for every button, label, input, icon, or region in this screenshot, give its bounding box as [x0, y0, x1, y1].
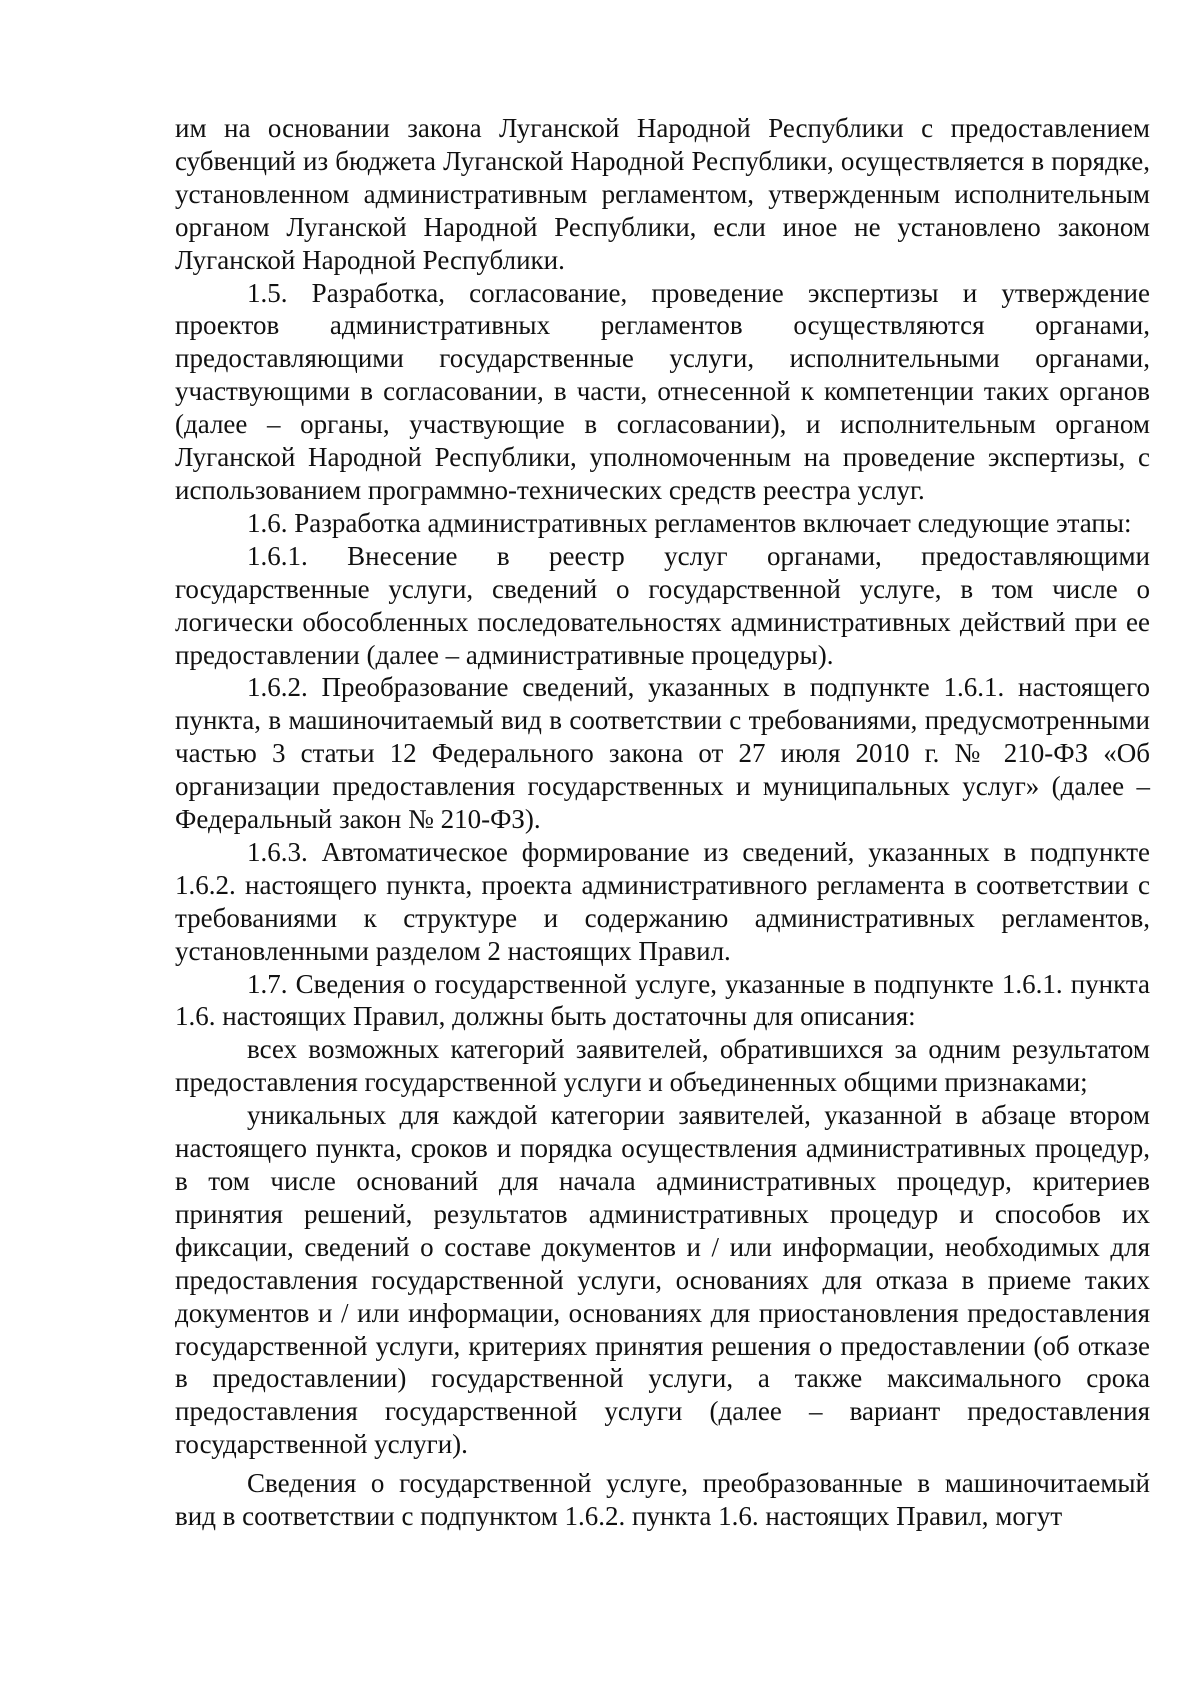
paragraph-applicant-categories: всех возможных категорий заявителей, обратившихся за одним результатом предоставления государственной услуги и объединенных общими признаками;: [175, 1034, 1150, 1098]
paragraph-1-6-2: 1.6.2. Преобразование сведений, указанных в подпункте 1.6.1. настоящего пункта, в машиночитаемый вид в соответствии с требованиями, предусмотренными частью 3 статьи 12 Федерального закона от 27 июля 2010 г. № 210-ФЗ «Об организации предоставления государственных и муниципальных услуг» (далее – Федеральный закон № 210-ФЗ).: [175, 672, 1150, 835]
paragraph-service-info: Сведения о государственной услуге, преобразованные в машиночитаемый вид в соответствии с подпунктом 1.6.2. пункта 1.6. настоящих Правил, могут: [175, 1468, 1150, 1532]
paragraph-continuation: им на основании закона Луганской Народной Республики с предоставлением субвенций из бюджета Луганской Народной Республики, осуществляется в порядке, установленном административным регламентом, утвержденным исполнительным органом Луганской Народной Республики, если иное не установлено законом Луганской Народной Республики.: [175, 113, 1150, 275]
paragraph-1-6: 1.6. Разработка административных регламентов включает следующие этапы:: [247, 507, 1132, 538]
paragraph-1-6-3: 1.6.3. Автоматическое формирование из сведений, указанных в подпункте 1.6.2. настоящего пункта, проекта административного регламента в соответствии с требованиями к структуре и содержанию административных регламентов, установленными разделом 2 настоящих Правил.: [175, 836, 1150, 966]
paragraph-1-6-1: 1.6.1. Внесение в реестр услуг органами, предоставляющими государственные услуги, сведений о государственной услуге, в том числе о логически обособленных последовательностях административных действий при ее предоставлении (далее – административные процедуры).: [175, 540, 1150, 670]
paragraph-1-5: 1.5. Разработка, согласование, проведение экспертизы и утверждение проектов административных регламентов осуществляются органами, предоставляющими государственные услуги, исполнительными органами, участвующими в согласовании, в части, отнесенной к компетенции таких органов (далее – органы, участвующие в согласовании), и исполнительным органом Луганской Народной Республики, уполномоченным на проведение экспертизы, с использованием программно-технических средств реестра услуг.: [175, 277, 1150, 505]
paragraph-1-7: 1.7. Сведения о государственной услуге, указанные в подпункте 1.6.1. пункта 1.6. настоящих Правил, должны быть достаточны для описания:: [175, 968, 1150, 1032]
paragraph-unique-terms: уникальных для каждой категории заявителей, указанной в абзаце втором настоящего пункта, сроков и порядка осуществления административных процедур, в том числе оснований для начала административных процедур, критериев принятия решений, результатов административных процедур и способов их фиксации, сведений о составе документов и / или информации, необходимых для предоставления государственной услуги, основаниях для отказа в приеме таких документов и / или информации, основаниях для приостановления предоставления государственной услуги, критериях принятия решения о предоставлении (об отказе в предоставлении) государственной услуги, а также максимального срока предоставления государственной услуги (далее – вариант предоставления государственной услуги).: [175, 1100, 1150, 1460]
document-page: [175, 112, 1150, 1533]
